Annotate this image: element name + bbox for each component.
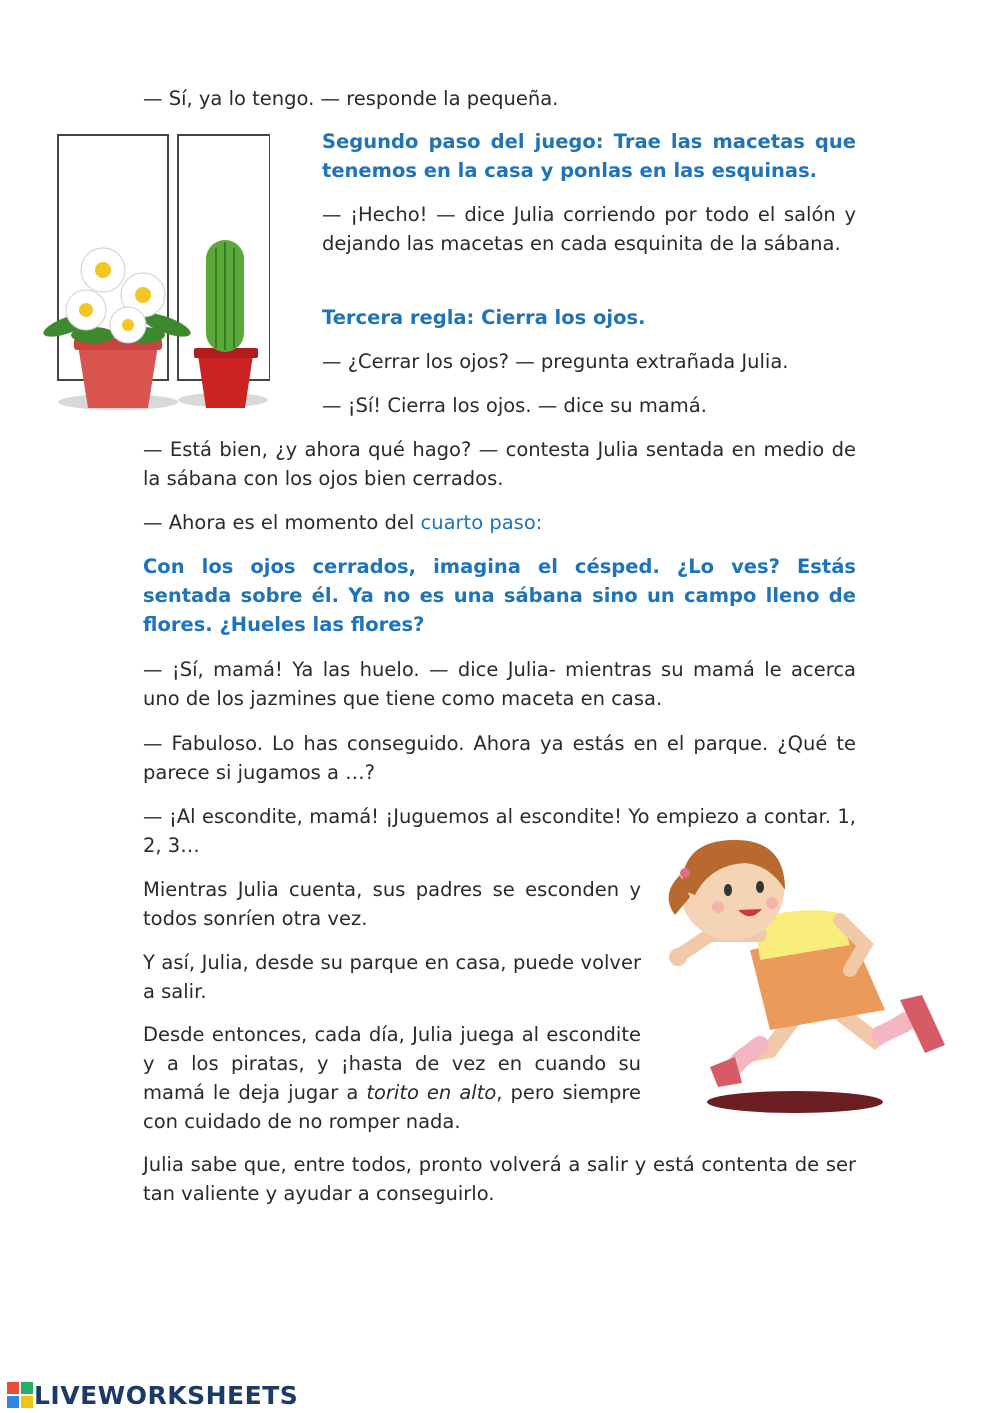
paragraph-15: [143, 1020, 641, 1136]
paragraph-15-text-a: Desde entonces, cada día, Julia juega al escondite y a los piratas, y ¡hasta de vez en cuando su mamá le deja jugar a: [143, 1023, 641, 1104]
paragraph-5: — ¿Cerrar los ojos? — pregunta extrañada Julia.: [322, 350, 789, 373]
paragraph-15-italic: torito en alto: [366, 1081, 497, 1104]
paragraph-16: Julia sabe que, entre todos, pronto volverá a salir y está contenta de ser tan valiente y ayudar a conseguirlo.: [143, 1153, 856, 1205]
liveworksheets-logo-text: LIVEWORKSHEETS: [34, 1380, 299, 1410]
paragraph-11: — Fabuloso. Lo has conseguido. Ahora ya estás en el parque. ¿Qué te parece si jugamos a …?: [143, 732, 856, 784]
instruction-step-2: Segundo paso del juego: Trae las macetas que tenemos en la casa y ponlas en las esquinas.: [322, 130, 856, 182]
paragraph-6: — ¡Sí! Cierra los ojos. — dice su mamá.: [322, 394, 707, 417]
paragraph-12: — ¡Al escondite, mamá! ¡Juguemos al escondite! Yo empiezo a contar. 1, 2, 3…: [143, 805, 856, 857]
flower-pots-illustration: [38, 130, 270, 420]
liveworksheets-logo-icon: [6, 1381, 34, 1409]
paragraph-7: — Está bien, ¿y ahora qué hago? — contesta Julia sentada en medio de la sábana con los ojos bien cerrados.: [143, 438, 856, 490]
paragraph-8-highlight: cuarto paso:: [420, 511, 543, 534]
paragraph-1: — Sí, ya lo tengo. — responde la pequeña.: [143, 87, 559, 110]
paragraph-14: Y así, Julia, desde su parque en casa, puede volver a salir.: [143, 951, 641, 1003]
paragraph-8-text: — Ahora es el momento del: [143, 511, 421, 534]
paragraph-3: — ¡Hecho! — dice Julia corriendo por todo el salón y dejando las macetas en cada esquinita de la sábana.: [322, 203, 856, 255]
instruction-step-4: Con los ojos cerrados, imagina el césped. ¿Lo ves? Estás sentada sobre él. Ya no es una sábana sino un campo lleno de flores. ¿Hueles las flores?: [143, 555, 856, 636]
paragraph-15-text-b: , pero siempre con cuidado de no romper nada.: [143, 1081, 641, 1133]
paragraph-13: Mientras Julia cuenta, sus padres se esconden y todos sonríen otra vez.: [143, 878, 641, 930]
paragraph-8: [143, 508, 856, 537]
liveworksheets-logo: [6, 1380, 298, 1410]
paragraph-10: — ¡Sí, mamá! Ya las huelo. — dice Julia- mientras su mamá le acerca uno de los jazmines que tiene como maceta en casa.: [143, 658, 856, 710]
instruction-step-3: Tercera regla: Cierra los ojos.: [322, 306, 646, 329]
running-girl-illustration: [650, 835, 950, 1120]
